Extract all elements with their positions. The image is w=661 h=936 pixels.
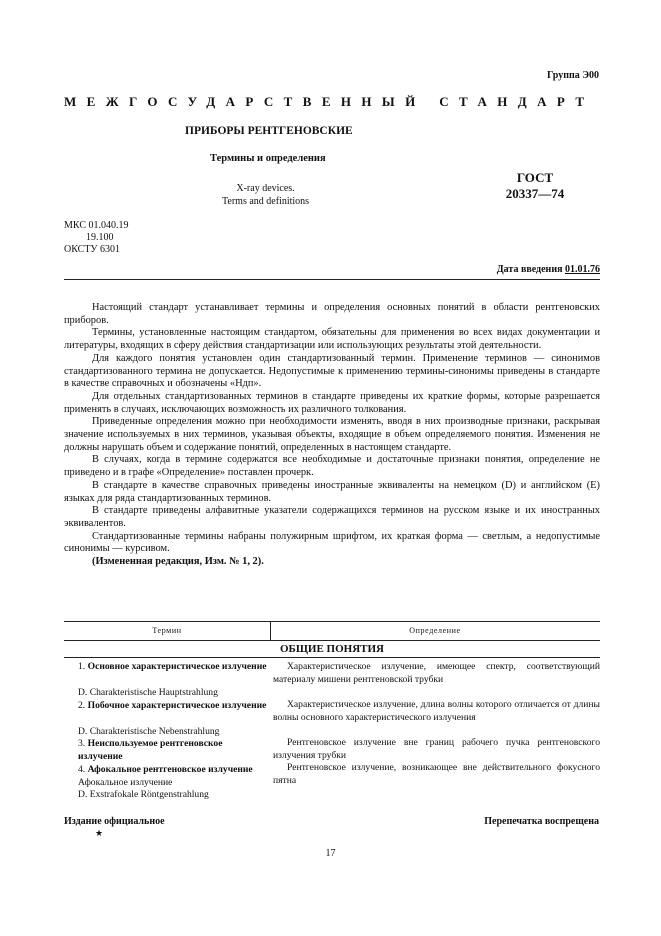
term-line [64,764,268,777]
term-name: Побочное характеристическое излучение [87,699,267,711]
english-title [222,182,309,208]
terms-column [64,661,268,802]
page-number: 17 [325,848,336,859]
paragraph: Для каждого понятия установлен один стандартизованный термин. Применение терминов — синонимов стандартизованного термина не допускается. Недопустимые к применению термины-синонимы приведены в стандарте в качестве справочных и обозначены «Ндп». [64,352,600,390]
gost-label: ГОСТ [516,170,554,185]
term-line [64,738,268,763]
gost-designation [495,170,575,202]
term-entry-2 [64,700,268,726]
document-subtitle: Термины и определения [210,153,326,164]
term-name: Основное характеристическое излучение [87,661,267,672]
definition-4: Рентгеновское излучение, возникающее вне действительного фокусного пятна [273,762,600,786]
term-line [64,700,268,713]
mks-code-2: 19.100 [86,232,114,243]
term-equivalent: D. Exstrafokale Röntgenstrahlung [78,789,209,801]
header-divider [64,279,600,280]
term-equivalent: D. Charakteristische Hauptstrahlung [78,687,218,698]
interstate-standard-banner: МЕЖГОСУДАРСТВЕННЫЙ СТАНДАРТ [64,94,595,109]
english-title-line-1: X-ray devices. [236,183,295,194]
paragraph: Для отдельных стандартизованных терминов в стандарте приведены их краткие формы, которые разрешается применять в случаях, исключающих возможность их различного толкования. [64,390,600,415]
term-name: Афокальное рентгеновское излучение [87,764,253,776]
paragraph: Термины, установленные настоящим стандартом, обязательны для применения во всех видах документации и литературы, входящих в сферу действия стандартизации или использующих результаты этой деятельности. [64,327,600,352]
term-entry-3 [64,738,268,764]
document-title: ПРИБОРЫ РЕНТГЕНОВСКИЕ [185,125,353,137]
paragraph: В стандарте в качестве справочных приведены иностранные эквиваленты на немецком (D) и английском (E) языках для ряда стандартизованных терминов. [64,479,600,504]
term-name: Неиспользуемое рентгеновское излучение [78,738,223,762]
section-divider [64,657,600,658]
section-title: ОБЩИЕ ПОНЯТИЯ [279,643,384,655]
paragraph: В случаях, когда в термине содержатся все необходимые и достаточные признаки понятия, определение не приведено и в графе «Определение» поставлен прочерк. [64,454,600,479]
definition-1: Характеристическое излучение, имеющее спектр, соответствующий материалу мишени рентгеновской трубки [273,661,600,685]
term-entry-4 [64,764,268,777]
classification-codes [64,220,128,256]
term-number: 2. [78,699,86,711]
paragraph: В стандарте приведены алфавитные указатели содержащихся терминов на русском языке и их иностранных эквивалентов. [64,505,600,529]
english-title-line-2: Terms and definitions [222,196,310,207]
mks-code: МКС 01.040.19 [64,220,129,231]
term-number: 3. [78,738,86,750]
term-number: 1. [78,661,86,672]
term-entry-1 [64,661,268,687]
introduction-date-value: 01.01.76 [565,264,600,275]
definition-2: Характеристическое излучение, длина волны которого отличается от длины волны основного характеристического излучения [273,699,600,723]
official-edition-label: Издание официальное [64,816,165,827]
oksty-code: ОКСТУ 6301 [64,244,121,255]
paragraph: Приведенные определения можно при необходимости изменять, вводя в них производные признаки, раскрывая значение используемых в них терминов, указывая объекты, входящие в объем определяемого понятия. Изменения не должны нарушать объем и содержание понятий, определенных в настоящем стандарте. [64,416,600,453]
star-icon: ★ [95,828,104,838]
term-equivalent: D. Charakteristische Nebenstrahlung [78,725,220,737]
introduction-date-label: Дата введения [496,264,563,275]
paragraph: Настоящий стандарт устанавливает термины и определения основных понятий в области рентгеновских приборов. [64,302,600,326]
gost-number: 20337—74 [505,186,565,201]
column-header-term: Термин [152,626,182,635]
group-code: Группа Э00 [547,70,599,81]
definition-3: Рентгеновское излучение вне границ рабочего пучка рентгеновского излучения трубки [273,737,600,761]
reprint-prohibited-label: Перепечатка воспрещена [484,816,599,827]
preamble-text [64,302,600,569]
term-number: 4. [78,764,86,776]
revision-note: (Измененная редакция, Изм. № 1, 2). [92,556,264,568]
term-line [64,661,268,674]
term-short-form: Афокальное излучение [78,776,173,788]
definitions-column [273,661,600,787]
table-header [64,621,600,641]
column-header-definition: Определение [409,626,461,635]
paragraph: Стандартизованные термины набраны полужирным шрифтом, их краткая форма — светлым, а недопустимые синонимы — курсивом. [64,530,600,555]
introduction-date [470,264,600,275]
